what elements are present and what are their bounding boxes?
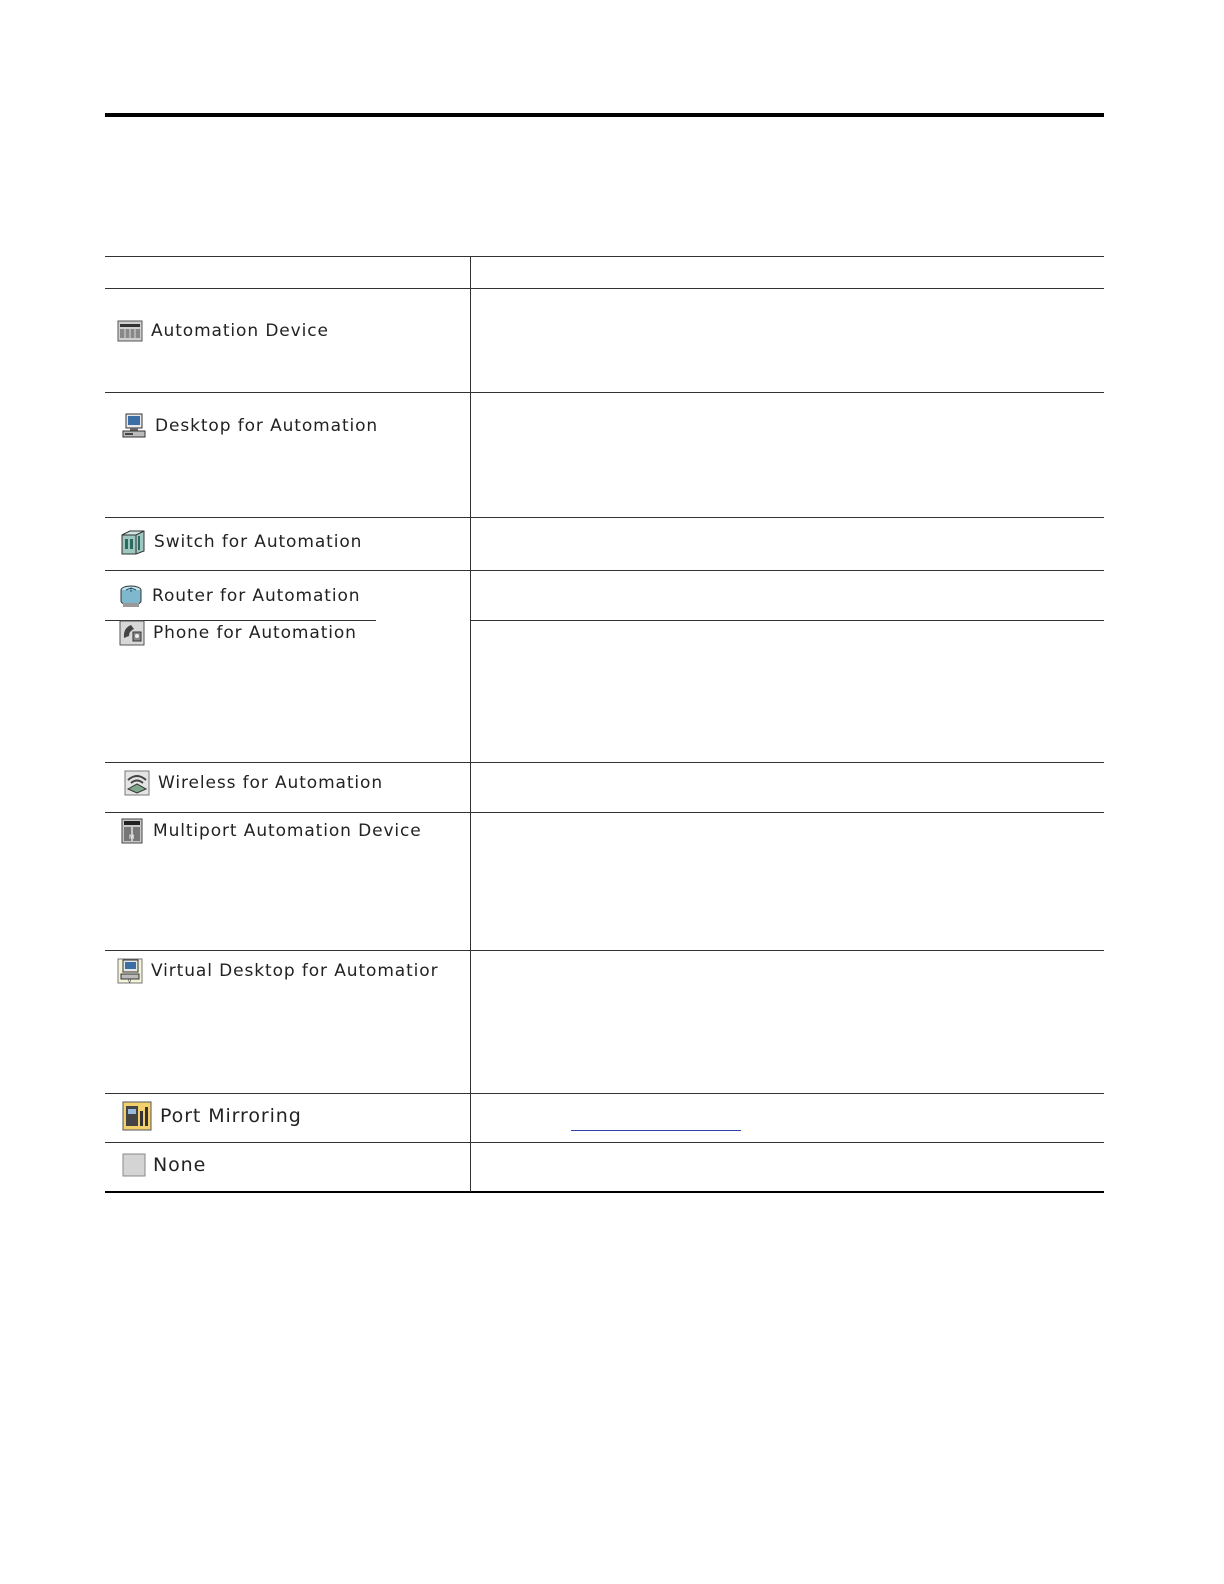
multiport-device-icon <box>119 818 145 844</box>
switch-icon <box>120 529 146 555</box>
port-mirroring-icon <box>122 1101 152 1131</box>
virtual-desktop-icon <box>117 958 143 984</box>
device-type-port-mirroring <box>122 1101 302 1131</box>
wireless-icon <box>124 770 150 796</box>
device-type-phone <box>119 620 357 646</box>
device-type-label: Desktop for Automation <box>155 416 379 436</box>
automation-device-icon <box>117 318 143 344</box>
device-type-label: Port Mirroring <box>160 1105 302 1127</box>
device-type-multiport <box>119 818 422 844</box>
device-type-label: Multiport Automation Device <box>153 821 422 841</box>
svg-text:V: V <box>127 979 133 984</box>
row-divider <box>105 570 1104 571</box>
device-type-router <box>118 583 360 609</box>
table-header-divider <box>105 288 1104 289</box>
device-type-label: Switch for Automation <box>154 532 363 552</box>
column-divider <box>470 257 471 1192</box>
device-type-label: Router for Automation <box>152 586 361 606</box>
device-type-automation-device <box>117 318 329 344</box>
table-bottom-border <box>105 1191 1104 1193</box>
row-divider <box>105 762 1104 763</box>
router-icon <box>118 583 144 609</box>
device-type-label: Virtual Desktop for Automatior <box>151 961 439 981</box>
desktop-icon <box>121 413 147 439</box>
device-type-virtual-desktop <box>117 958 438 984</box>
svg-text:M: M <box>128 834 136 841</box>
none-icon <box>122 1153 146 1177</box>
device-type-desktop <box>121 413 378 439</box>
device-type-label: Phone for Automation <box>153 623 357 643</box>
row-divider <box>105 1093 1104 1094</box>
table-top-border <box>105 256 1104 257</box>
row-divider <box>105 517 1104 518</box>
label-gap <box>376 617 470 623</box>
row-divider <box>105 812 1104 813</box>
device-type-label: Automation Device <box>151 321 329 341</box>
row-divider <box>105 950 1104 951</box>
hyperlink-underline[interactable] <box>571 1130 741 1131</box>
device-type-wireless <box>124 770 383 796</box>
row-divider <box>105 392 1104 393</box>
device-type-label: None <box>153 1154 207 1176</box>
device-type-label: Wireless for Automation <box>158 773 384 793</box>
top-rule <box>105 113 1104 117</box>
phone-icon <box>119 620 145 646</box>
row-divider <box>105 1142 1104 1143</box>
device-type-none <box>122 1153 206 1177</box>
device-type-switch <box>120 529 362 555</box>
